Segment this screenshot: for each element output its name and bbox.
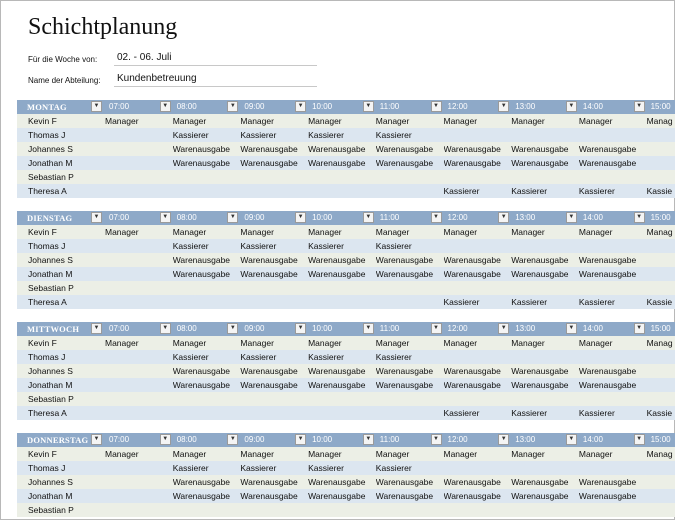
employee-name[interactable]: Theresa A: [28, 408, 67, 418]
shift-cell[interactable]: Warenausgabe: [511, 144, 569, 154]
shift-cell[interactable]: Warenausgabe: [443, 269, 501, 279]
shift-cell[interactable]: Warenausgabe: [443, 158, 501, 168]
employee-row: [17, 225, 675, 239]
filter-dropdown-icon[interactable]: ▼: [431, 323, 442, 334]
time-header: 11:00: [379, 213, 400, 222]
shift-cell[interactable]: Manager: [511, 449, 545, 459]
employee-name[interactable]: Sebastian P: [28, 283, 74, 293]
time-header: 14:00: [582, 213, 603, 222]
filter-dropdown-icon[interactable]: ▼: [431, 101, 442, 112]
time-header: 12:00: [447, 102, 468, 111]
shift-cell[interactable]: Manager: [375, 449, 410, 459]
filter-dropdown-icon[interactable]: ▼: [566, 101, 577, 112]
shift-cell[interactable]: Kassie: [646, 297, 673, 307]
time-header: 08:00: [176, 435, 197, 444]
employee-name[interactable]: Thomas J: [28, 463, 66, 473]
shift-cell[interactable]: Kassierer: [172, 352, 209, 362]
time-header: 07:00: [109, 435, 130, 444]
shift-cell[interactable]: Kassierer: [240, 130, 277, 140]
shift-cell[interactable]: Kassierer: [240, 241, 277, 251]
time-header: 07:00: [109, 213, 130, 222]
shift-cell[interactable]: Warenausgabe: [578, 158, 637, 168]
shift-cell[interactable]: Warenausgabe: [375, 477, 434, 487]
shift-cell[interactable]: Warenausgabe: [308, 144, 366, 154]
shift-cell[interactable]: Kassierer: [308, 463, 344, 473]
employee-row: [17, 392, 675, 406]
employee-name[interactable]: Kevin F: [28, 449, 57, 459]
employee-row: [17, 378, 675, 392]
department-field[interactable]: Kundenbetreuung: [114, 73, 317, 87]
shift-cell[interactable]: Warenausgabe: [443, 144, 501, 154]
shift-cell[interactable]: Manager: [375, 116, 410, 126]
shift-cell[interactable]: Kassierer: [375, 463, 412, 473]
shift-cell[interactable]: Kassierer: [375, 130, 412, 140]
shift-cell[interactable]: Warenausgabe: [375, 380, 434, 390]
shift-cell[interactable]: Manager: [172, 338, 207, 348]
filter-dropdown-icon[interactable]: ▼: [227, 212, 238, 223]
shift-cell[interactable]: Warenausgabe: [511, 269, 569, 279]
employee-name[interactable]: Theresa A: [28, 297, 67, 307]
day-block-mittwoch: [17, 322, 675, 420]
employee-row: [17, 475, 675, 489]
filter-dropdown-icon[interactable]: ▼: [634, 434, 645, 445]
day-header-row: [17, 322, 675, 336]
shift-cell[interactable]: Manager: [511, 227, 545, 237]
shift-cell[interactable]: Manager: [240, 338, 274, 348]
shift-cell[interactable]: Warenausgabe: [308, 477, 366, 487]
shift-cell[interactable]: Warenausgabe: [172, 255, 231, 265]
employee-row: [17, 128, 675, 142]
time-header: 12:00: [447, 324, 468, 333]
shift-cell[interactable]: Kassierer: [443, 297, 480, 307]
shift-cell[interactable]: Warenausgabe: [240, 366, 298, 376]
shift-cell[interactable]: Manager: [375, 338, 410, 348]
filter-dropdown-icon[interactable]: ▼: [363, 434, 374, 445]
employee-name[interactable]: Jonathan M: [28, 158, 73, 168]
shift-cell[interactable]: Kassierer: [375, 352, 412, 362]
day-block-dienstag: [17, 211, 675, 309]
shift-cell[interactable]: Warenausgabe: [511, 366, 569, 376]
shift-cell[interactable]: Warenausgabe: [308, 491, 366, 501]
employee-name[interactable]: Johannes S: [28, 366, 73, 376]
filter-dropdown-icon[interactable]: ▼: [498, 101, 509, 112]
employee-row: [17, 406, 675, 420]
employee-row: [17, 114, 675, 128]
shift-cell[interactable]: Warenausgabe: [578, 477, 637, 487]
shift-cell[interactable]: Warenausgabe: [443, 366, 501, 376]
employee-row: [17, 350, 675, 364]
filter-dropdown-icon[interactable]: ▼: [91, 101, 102, 112]
time-header: 08:00: [176, 102, 197, 111]
shift-cell[interactable]: Warenausgabe: [375, 158, 434, 168]
shift-cell[interactable]: Manag: [646, 338, 673, 348]
day-header-row: [17, 211, 675, 225]
shift-cell[interactable]: Warenausgabe: [172, 380, 231, 390]
time-header: 11:00: [379, 324, 400, 333]
shift-cell[interactable]: Warenausgabe: [308, 158, 366, 168]
time-header: 10:00: [312, 102, 333, 111]
shift-cell[interactable]: Warenausgabe: [172, 491, 231, 501]
shift-cell[interactable]: Kassierer: [240, 352, 277, 362]
filter-dropdown-icon[interactable]: ▼: [634, 323, 645, 334]
time-header: 09:00: [244, 213, 265, 222]
shift-cell[interactable]: Warenausgabe: [578, 491, 637, 501]
department-label: Name der Abteilung:: [28, 76, 101, 85]
employee-row: [17, 447, 675, 461]
shift-cell[interactable]: Warenausgabe: [578, 144, 637, 154]
shift-cell[interactable]: Warenausgabe: [308, 269, 366, 279]
day-name-header: MONTAG: [27, 102, 67, 112]
shift-cell[interactable]: Warenausgabe: [578, 366, 637, 376]
shift-cell[interactable]: Manager: [308, 338, 342, 348]
shift-cell[interactable]: Warenausgabe: [172, 269, 231, 279]
shift-cell[interactable]: Manag: [646, 116, 673, 126]
time-header: 12:00: [447, 213, 468, 222]
filter-dropdown-icon[interactable]: ▼: [498, 212, 509, 223]
shift-cell[interactable]: Warenausgabe: [308, 366, 366, 376]
time-header: 08:00: [176, 324, 197, 333]
time-header: 12:00: [447, 435, 468, 444]
shift-cell[interactable]: Manager: [578, 116, 613, 126]
shift-cell[interactable]: Kassierer: [511, 297, 548, 307]
shift-cell[interactable]: Manager: [240, 449, 274, 459]
shift-cell[interactable]: Warenausgabe: [375, 269, 434, 279]
filter-dropdown-icon[interactable]: ▼: [498, 434, 509, 445]
employee-row: [17, 336, 675, 350]
week-label: Für die Woche von:: [28, 55, 98, 64]
shift-cell[interactable]: Kassierer: [443, 186, 480, 196]
employee-row: [17, 295, 675, 309]
page-title: Schichtplanung: [28, 14, 178, 40]
time-header: 11:00: [379, 102, 400, 111]
employee-row: [17, 253, 675, 267]
filter-dropdown-icon[interactable]: ▼: [566, 212, 577, 223]
shift-cell[interactable]: Manager: [308, 227, 342, 237]
shift-cell[interactable]: Manager: [443, 116, 478, 126]
time-header: 15:00: [650, 102, 671, 111]
employee-row: [17, 156, 675, 170]
shift-cell[interactable]: Warenausgabe: [375, 491, 434, 501]
filter-dropdown-icon[interactable]: ▼: [227, 323, 238, 334]
shift-cell[interactable]: Warenausgabe: [240, 477, 298, 487]
shift-cell[interactable]: Warenausgabe: [511, 477, 569, 487]
day-name-header: DIENSTAG: [27, 213, 73, 223]
shift-cell[interactable]: Manager: [443, 338, 478, 348]
filter-dropdown-icon[interactable]: ▼: [634, 101, 645, 112]
shift-cell[interactable]: Manager: [105, 338, 139, 348]
shift-cell[interactable]: Warenausgabe: [375, 144, 434, 154]
time-header: 14:00: [582, 324, 603, 333]
day-name-header: MITTWOCH: [27, 324, 80, 334]
employee-name[interactable]: Theresa A: [28, 186, 67, 196]
shift-cell[interactable]: Warenausgabe: [443, 255, 501, 265]
time-header: 13:00: [515, 213, 536, 222]
employee-row: [17, 503, 675, 517]
shift-cell[interactable]: Kassie: [646, 186, 673, 196]
shift-cell[interactable]: Manager: [240, 116, 274, 126]
time-header: 15:00: [650, 435, 671, 444]
shift-cell[interactable]: Warenausgabe: [308, 255, 366, 265]
shift-cell[interactable]: Kassierer: [511, 408, 548, 418]
time-header: 14:00: [582, 435, 603, 444]
shift-cell[interactable]: Kassierer: [240, 463, 277, 473]
shift-cell[interactable]: Warenausgabe: [172, 144, 231, 154]
shift-cell[interactable]: Manager: [105, 449, 139, 459]
filter-dropdown-icon[interactable]: ▼: [566, 434, 577, 445]
shift-cell[interactable]: Manager: [511, 338, 545, 348]
filter-dropdown-icon[interactable]: ▼: [295, 323, 306, 334]
employee-name[interactable]: Jonathan M: [28, 380, 73, 390]
shift-cell[interactable]: Warenausgabe: [511, 491, 569, 501]
filter-dropdown-icon[interactable]: ▼: [431, 212, 442, 223]
shift-cell[interactable]: Warenausgabe: [375, 255, 434, 265]
shift-cell[interactable]: Warenausgabe: [240, 144, 298, 154]
time-header: 13:00: [515, 102, 536, 111]
employee-name[interactable]: Jonathan M: [28, 491, 73, 501]
shift-cell[interactable]: Warenausgabe: [172, 477, 231, 487]
shift-cell[interactable]: Manager: [578, 449, 613, 459]
shift-cell[interactable]: Kassie: [646, 408, 673, 418]
shift-cell[interactable]: Manager: [172, 449, 207, 459]
employee-name[interactable]: Thomas J: [28, 352, 66, 362]
shift-cell[interactable]: Manager: [308, 116, 342, 126]
week-field[interactable]: 02. - 06. Juli: [114, 52, 317, 66]
filter-dropdown-icon[interactable]: ▼: [566, 323, 577, 334]
shift-cell[interactable]: Manager: [375, 227, 410, 237]
shift-cell[interactable]: Kassierer: [172, 130, 209, 140]
shift-cell[interactable]: Manager: [578, 338, 613, 348]
employee-name[interactable]: Thomas J: [28, 130, 66, 140]
time-header: 13:00: [515, 435, 536, 444]
employee-name[interactable]: Johannes S: [28, 255, 73, 265]
shift-cell[interactable]: Warenausgabe: [240, 380, 298, 390]
shift-cell[interactable]: Warenausgabe: [443, 477, 501, 487]
day-header-row: [17, 433, 675, 447]
shift-cell[interactable]: Manager: [172, 116, 207, 126]
employee-name[interactable]: Sebastian P: [28, 394, 74, 404]
time-header: 10:00: [312, 213, 333, 222]
employee-name[interactable]: Johannes S: [28, 477, 73, 487]
shift-cell[interactable]: Warenausgabe: [578, 380, 637, 390]
time-header: 13:00: [515, 324, 536, 333]
shift-cell[interactable]: Warenausgabe: [172, 158, 231, 168]
filter-dropdown-icon[interactable]: ▼: [91, 323, 102, 334]
shift-cell[interactable]: Warenausgabe: [511, 380, 569, 390]
shift-cell[interactable]: Manag: [646, 227, 673, 237]
employee-name[interactable]: Thomas J: [28, 241, 66, 251]
shift-cell[interactable]: Manager: [105, 116, 139, 126]
shift-cell[interactable]: Kassierer: [308, 130, 344, 140]
shift-cell[interactable]: Manager: [172, 227, 207, 237]
shift-cell[interactable]: Warenausgabe: [308, 380, 366, 390]
filter-dropdown-icon[interactable]: ▼: [295, 434, 306, 445]
filter-dropdown-icon[interactable]: ▼: [227, 434, 238, 445]
filter-dropdown-icon[interactable]: ▼: [160, 212, 171, 223]
employee-name[interactable]: Jonathan M: [28, 269, 73, 279]
shift-cell[interactable]: Manager: [578, 227, 613, 237]
shift-cell[interactable]: Warenausgabe: [240, 158, 298, 168]
day-block-donnerstag: [17, 433, 675, 517]
employee-name[interactable]: Johannes S: [28, 144, 73, 154]
time-header: 10:00: [312, 324, 333, 333]
shift-cell[interactable]: Manager: [443, 449, 478, 459]
time-header: 08:00: [176, 213, 197, 222]
shift-cell[interactable]: Warenausgabe: [511, 255, 569, 265]
day-name-header: DONNERSTAG: [27, 435, 89, 445]
shift-cell[interactable]: Warenausgabe: [375, 366, 434, 376]
filter-dropdown-icon[interactable]: ▼: [295, 212, 306, 223]
shift-cell[interactable]: Kassierer: [172, 241, 209, 251]
time-header: 14:00: [582, 102, 603, 111]
employee-row: [17, 170, 675, 184]
time-header: 15:00: [650, 324, 671, 333]
time-header: 07:00: [109, 102, 130, 111]
shift-cell[interactable]: Manager: [240, 227, 274, 237]
filter-dropdown-icon[interactable]: ▼: [431, 434, 442, 445]
day-header-row: [17, 100, 675, 114]
filter-dropdown-icon[interactable]: ▼: [91, 434, 102, 445]
shift-cell[interactable]: Warenausgabe: [240, 255, 298, 265]
day-block-montag: [17, 100, 675, 198]
filter-dropdown-icon[interactable]: ▼: [498, 323, 509, 334]
employee-name[interactable]: Kevin F: [28, 116, 57, 126]
shift-cell[interactable]: Warenausgabe: [443, 491, 501, 501]
shift-cell[interactable]: Warenausgabe: [578, 255, 637, 265]
employee-name[interactable]: Kevin F: [28, 227, 57, 237]
time-header: 10:00: [312, 435, 333, 444]
employee-name[interactable]: Sebastian P: [28, 172, 74, 182]
shift-cell[interactable]: Manag: [646, 449, 673, 459]
time-header: 11:00: [379, 435, 400, 444]
shift-cell[interactable]: Kassierer: [308, 241, 344, 251]
shift-cell[interactable]: Kassierer: [172, 463, 209, 473]
shift-cell[interactable]: Kassierer: [375, 241, 412, 251]
filter-dropdown-icon[interactable]: ▼: [227, 101, 238, 112]
time-header: 09:00: [244, 435, 265, 444]
filter-dropdown-icon[interactable]: ▼: [363, 212, 374, 223]
employee-row: [17, 281, 675, 295]
employee-row: [17, 364, 675, 378]
time-header: 07:00: [109, 324, 130, 333]
employee-row: [17, 489, 675, 503]
filter-dropdown-icon[interactable]: ▼: [160, 323, 171, 334]
filter-dropdown-icon[interactable]: ▼: [91, 212, 102, 223]
employee-row: [17, 184, 675, 198]
filter-dropdown-icon[interactable]: ▼: [634, 212, 645, 223]
shift-cell[interactable]: Manager: [308, 449, 342, 459]
time-header: 15:00: [650, 213, 671, 222]
employee-row: [17, 142, 675, 156]
shift-cell[interactable]: Warenausgabe: [240, 491, 298, 501]
employee-name[interactable]: Kevin F: [28, 338, 57, 348]
employee-row: [17, 461, 675, 475]
filter-dropdown-icon[interactable]: ▼: [160, 101, 171, 112]
shift-cell[interactable]: Warenausgabe: [240, 269, 298, 279]
employee-row: [17, 267, 675, 281]
filter-dropdown-icon[interactable]: ▼: [363, 101, 374, 112]
shift-cell[interactable]: Manager: [511, 116, 545, 126]
shift-cell[interactable]: Warenausgabe: [511, 158, 569, 168]
shift-cell[interactable]: Warenausgabe: [443, 380, 501, 390]
shift-cell[interactable]: Kassierer: [578, 408, 615, 418]
time-header: 09:00: [244, 324, 265, 333]
filter-dropdown-icon[interactable]: ▼: [295, 101, 306, 112]
filter-dropdown-icon[interactable]: ▼: [160, 434, 171, 445]
time-header: 09:00: [244, 102, 265, 111]
shift-cell[interactable]: Kassierer: [511, 186, 548, 196]
employee-row: [17, 239, 675, 253]
shift-cell[interactable]: Manager: [105, 227, 139, 237]
employee-name[interactable]: Sebastian P: [28, 505, 74, 515]
shift-cell[interactable]: Warenausgabe: [578, 269, 637, 279]
shift-cell[interactable]: Warenausgabe: [172, 366, 231, 376]
shift-cell[interactable]: Kassierer: [578, 186, 615, 196]
shift-cell[interactable]: Kassierer: [308, 352, 344, 362]
shift-cell[interactable]: Kassierer: [578, 297, 615, 307]
shift-cell[interactable]: Manager: [443, 227, 478, 237]
shift-cell[interactable]: Kassierer: [443, 408, 480, 418]
filter-dropdown-icon[interactable]: ▼: [363, 323, 374, 334]
